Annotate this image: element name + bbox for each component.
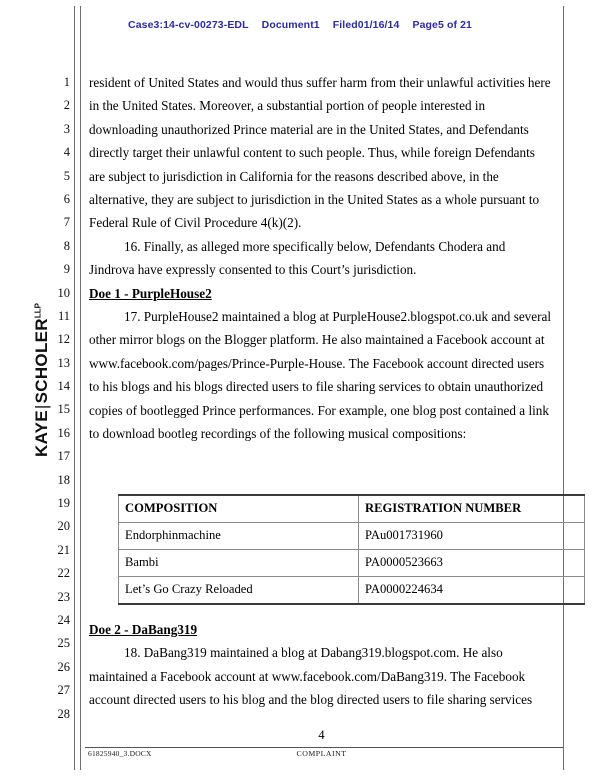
line-number: 10 bbox=[57, 285, 70, 300]
line-number: 6 bbox=[63, 191, 70, 206]
footer-document-id: 61825940_3.DOCX bbox=[88, 749, 152, 758]
line-number: 16 bbox=[57, 425, 70, 440]
line-number: 11 bbox=[57, 308, 70, 323]
line-number: 25 bbox=[57, 636, 70, 651]
paragraph-16: 16. Finally, as alleged more specifically below, Defendants Chodera and Jindrova have expressly consented to this Court’s jurisdiction. bbox=[89, 238, 506, 278]
heading-doe-2 bbox=[89, 618, 554, 641]
document-body bbox=[89, 71, 554, 446]
line-number: 23 bbox=[57, 589, 70, 604]
ecf-filed-date: Filed01/16/14 bbox=[332, 19, 400, 31]
ecf-case-number: Case3:14-cv-00273-EDL bbox=[128, 19, 249, 31]
footer-document-title: COMPLAINT bbox=[296, 749, 347, 758]
table-row bbox=[119, 550, 585, 577]
heading-doe-1-label: Doe 1 - PurpleHouse2 bbox=[89, 285, 212, 301]
ecf-filing-stamp bbox=[0, 19, 600, 31]
firm-name-separator: | bbox=[32, 404, 51, 410]
paragraph-17: 17. PurpleHouse2 maintained a blog at PurpleHouse2.blogspot.co.uk and several other mirror blogs on the Blogger platform. He also maintained a Facebook account at www.facebook.com/pages/Prince-Purple-House. The Facebook account directed users to his blogs and his blogs directed users to file sharing services to obtain unauthorized copies of bootlegged Prince performances. For example, one blog post contained a link to download bootleg recordings of the following musical compositions: bbox=[89, 309, 552, 442]
ecf-page-label: Page5 of 21 bbox=[412, 19, 472, 31]
line-number: 28 bbox=[57, 706, 70, 721]
line-number: 8 bbox=[63, 238, 70, 253]
cell-composition: Let’s Go Crazy Reloaded bbox=[119, 577, 359, 605]
line-number: 13 bbox=[57, 355, 70, 370]
table-row bbox=[119, 577, 585, 605]
table-row bbox=[119, 523, 585, 550]
firm-name-part1: KAYE bbox=[32, 410, 51, 457]
line-number: 4 bbox=[63, 145, 70, 160]
line-number: 7 bbox=[63, 215, 70, 230]
line-number: 27 bbox=[57, 683, 70, 698]
firm-name-suffix: LLP bbox=[33, 303, 43, 319]
line-number: 22 bbox=[57, 566, 70, 581]
heading-doe-2-label: Doe 2 - DaBang319 bbox=[89, 622, 198, 637]
ecf-document-number: Document1 bbox=[261, 19, 320, 31]
line-number: 2 bbox=[63, 98, 70, 113]
footer-divider bbox=[85, 747, 563, 748]
line-number: 19 bbox=[57, 496, 70, 511]
line-number: 1 bbox=[63, 75, 70, 89]
pleading-rule-left-outer bbox=[74, 6, 75, 770]
line-number: 14 bbox=[57, 379, 70, 394]
cell-composition: Endorphinmachine bbox=[119, 523, 359, 550]
line-number: 3 bbox=[63, 121, 70, 136]
line-number: 9 bbox=[63, 262, 70, 277]
law-firm-name-vertical bbox=[32, 275, 52, 485]
cell-registration: PA0000523663 bbox=[359, 550, 585, 577]
cell-composition: Bambi bbox=[119, 550, 359, 577]
composition-registration-table bbox=[118, 494, 585, 605]
line-number: 5 bbox=[63, 168, 70, 183]
line-number: 15 bbox=[57, 402, 70, 417]
line-number: 24 bbox=[57, 612, 70, 627]
paragraph-18: 18. DaBang319 maintained a blog at Dabang319.blogspot.com. He also maintained a Facebook account at www.facebook.com/DaBang319. The Facebook account directed users to his blog and the blog directed users to file sharing services bbox=[89, 645, 533, 708]
line-number: 20 bbox=[57, 519, 70, 534]
paragraph-continued: resident of United States and would thus suffer harm from their unlawful activities here in the United States. Moreover, a substantial portion of people interested in downloading unauthorized Prince material are in the United States, and Defendants directly target their unlawful content to such people. Thus, while foreign Defendants are subject to jurisdiction in California for the reasons described above, in the alternative, they are subject to jurisdiction in the United States as a whole pursuant to Federal Rule of Civil Procedure 4(k)(2). bbox=[89, 75, 551, 231]
heading-doe-1 bbox=[89, 282, 554, 305]
line-number: 21 bbox=[57, 542, 70, 557]
firm-name-part2: SCHOLER bbox=[32, 318, 51, 404]
line-number: 12 bbox=[57, 332, 70, 347]
line-number: 17 bbox=[57, 449, 70, 464]
cell-registration: PAu001731960 bbox=[359, 523, 585, 550]
pleading-rule-right bbox=[563, 6, 564, 770]
footer-page-number: 4 bbox=[318, 728, 325, 742]
table-header-row bbox=[119, 495, 585, 523]
column-header-registration-number: REGISTRATION NUMBER bbox=[359, 495, 585, 523]
pleading-rule-left-inner bbox=[80, 6, 81, 770]
column-header-composition: COMPOSITION bbox=[119, 495, 359, 523]
cell-registration: PA0000224634 bbox=[359, 577, 585, 605]
line-number: 26 bbox=[57, 659, 70, 674]
line-number: 18 bbox=[57, 472, 70, 487]
document-body-continued bbox=[89, 618, 554, 712]
